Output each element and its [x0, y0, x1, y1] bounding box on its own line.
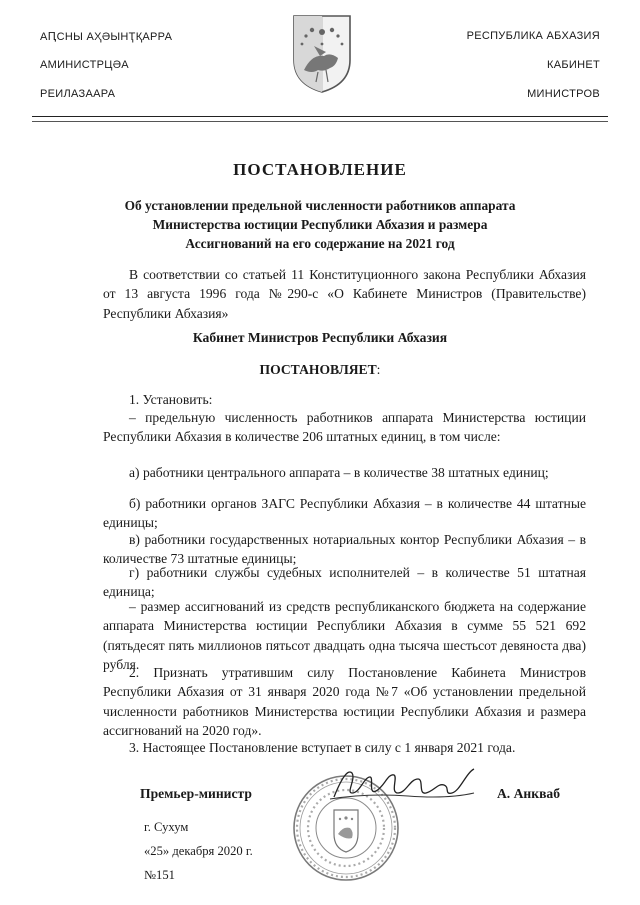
document-subtitle [100, 196, 540, 253]
paragraph-3: а) работники центрального аппарата – в количестве 38 штатных единиц; [129, 465, 549, 480]
header-rule-thin [32, 121, 608, 122]
subtitle-line-1: Об установлении предельной численности работников аппарата [124, 198, 516, 213]
signatory-name: А. Анкваб [496, 786, 560, 801]
paragraph-8: 2. Признать утратившим силу Постановление Кабинета Министров Республики Абхазия от 31 января 2020 года №7 «Об установлении предельной численности работников Министерства юстиции Республики Абхазия и размера ассигнований на 2020 год». [103, 665, 586, 739]
document-number: №151 [144, 868, 175, 882]
paragraph-4: б) работники органов ЗАГС Республики Абхазия – в количестве 44 штатные единицы; [103, 496, 586, 531]
resolves-colon: : [376, 362, 381, 377]
handwritten-signature [328, 763, 478, 813]
subtitle-line-3: Ассигнований на его содержание на 2021 год [185, 236, 455, 251]
paragraph-5: в) работники государственных нотариальных контор Республики Абхазия – в количестве 73 штатные единицы; [103, 532, 586, 567]
paragraph-1: 1. Установить: [129, 392, 213, 407]
document-city: г. Сухум [144, 820, 189, 834]
cabinet-heading: Кабинет Министров Республики Абхазия [192, 330, 448, 345]
document-title: ПОСТАНОВЛЕНИЕ [233, 160, 407, 179]
paragraph-9: 3. Настоящее Постановление вступает в силу с 1 января 2021 года. [129, 740, 516, 755]
resolves-heading [0, 362, 640, 378]
paragraph-2: – предельную численность работников аппарата Министерства юстиции Республики Абхазия в количестве 206 штатных единиц, в том числе: [103, 410, 586, 445]
document-date: «25» декабря 2020 г. [144, 844, 253, 858]
subtitle-line-2: Министерства юстиции Республики Абхазия и размера [152, 217, 488, 232]
header-rule [32, 116, 608, 117]
paragraph-6: г) работники службы судебных исполнителей – в количестве 51 штатная единица; [103, 565, 586, 600]
paragraph-7: – размер ассигнований из средств республиканского бюджета на содержание аппарата Министерства юстиции Республики Абхазия в сумме 55 521 692 (пятьдесят пять миллионов пятьсот двадцать одна тысяча шестьсот девяноста два) рубля. [103, 599, 586, 673]
intro-paragraph: В соответствии со статьей 11 Конституционного закона Республики Абхазия от 13 августа 1996 года №290-с «О Кабинете Министров (Правительстве) Республики Абхазия» [103, 267, 586, 321]
coat-of-arms-icon [290, 12, 354, 94]
header-left-line-1: АԤСНЫ АҲӘЫНҬҚАРРА [40, 31, 173, 43]
resolves-text: ПОСТАНОВЛЯЕТ [259, 362, 377, 377]
header-right-line-1: РЕСПУБЛИКА АБХАЗИЯ [466, 30, 600, 42]
header-right-line-2: КАБИНЕТ [547, 59, 600, 71]
header-left-line-2: АМИНИСТРЦӘА [40, 59, 129, 71]
signatory-title: Премьер-министр [140, 786, 252, 801]
header-right-line-3: МИНИСТРОВ [527, 88, 600, 100]
header-left-line-3: РЕИЛАЗААРА [40, 88, 116, 100]
